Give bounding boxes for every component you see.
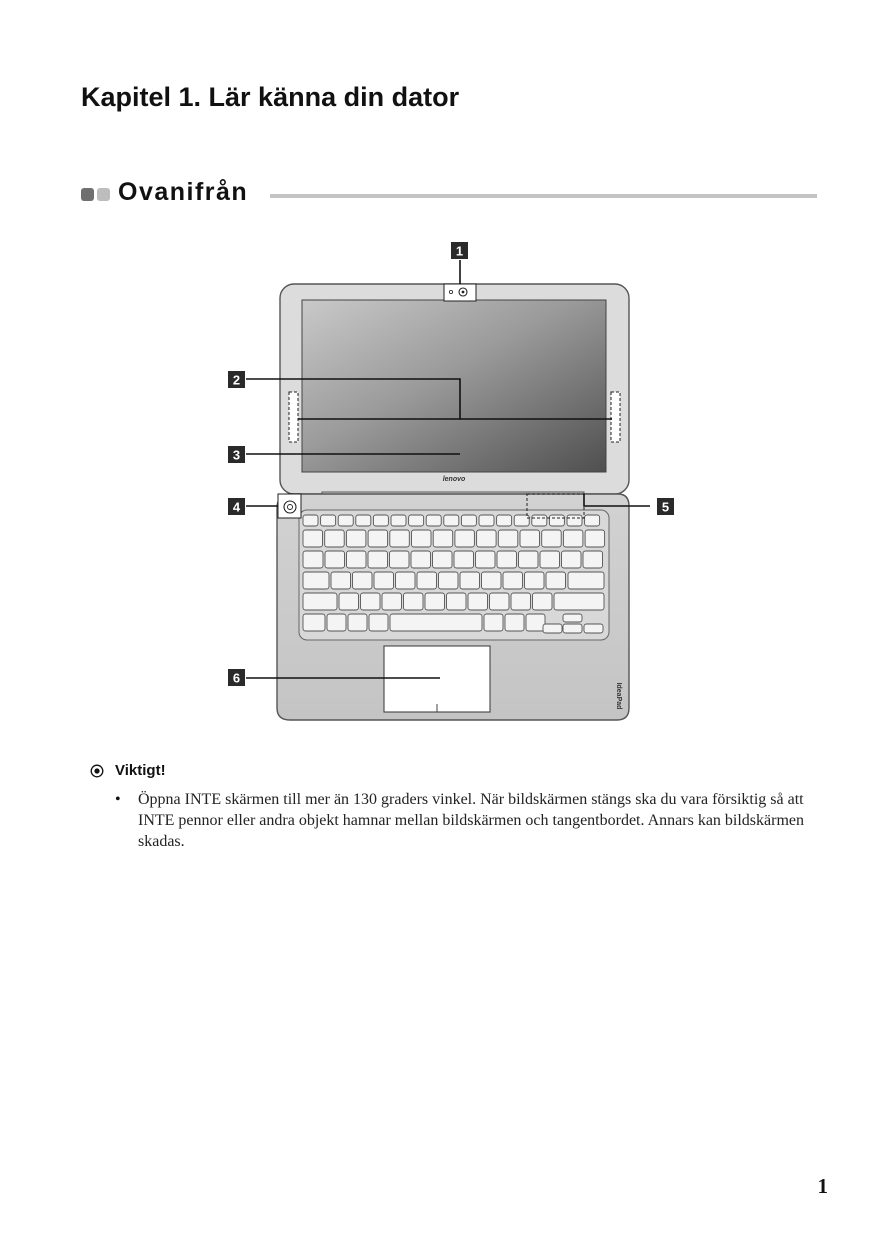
keyboard-key (346, 530, 366, 547)
keyboard-key (585, 515, 600, 526)
palmrest-logo: IdeaPad (615, 682, 622, 710)
keyboard-key (476, 551, 496, 568)
keyboard-key (303, 515, 318, 526)
keyboard-key (511, 593, 531, 610)
keyboard-key (546, 572, 566, 589)
callout-2 (228, 371, 245, 388)
keyboard-key (585, 530, 605, 547)
keyboard-key (532, 515, 547, 526)
keyboard-key (356, 515, 371, 526)
svg-text:4: 4 (232, 499, 241, 515)
keyboard-key (498, 530, 518, 547)
keyboard-key (479, 515, 494, 526)
keyboard-key (543, 624, 562, 633)
keyboard-key (338, 515, 353, 526)
keyboard-key (439, 572, 459, 589)
keyboard-key (568, 572, 604, 589)
keyboard-key (542, 530, 562, 547)
keyboard-key (390, 530, 410, 547)
keyboard-key (303, 551, 323, 568)
callout-5 (657, 498, 674, 515)
keyboard-key (382, 593, 402, 610)
right-antenna-outline (611, 392, 620, 442)
keyboard-key (497, 551, 517, 568)
keyboard-key (477, 530, 497, 547)
keyboard-key (563, 530, 583, 547)
keyboard-key (540, 551, 560, 568)
callout-4 (228, 498, 245, 515)
keyboard-key (503, 572, 523, 589)
page-number: 1 (817, 1174, 828, 1198)
keyboard-key (390, 551, 410, 568)
keyboard-key (417, 572, 437, 589)
svg-text:2: 2 (232, 372, 241, 388)
keyboard-key (514, 515, 529, 526)
keyboard-key (348, 614, 367, 631)
keyboard-key (327, 614, 346, 631)
keyboard-key (369, 614, 388, 631)
keyboard-key (461, 515, 476, 526)
keyboard-key (426, 515, 441, 526)
keyboard-key (525, 572, 545, 589)
left-antenna-outline (289, 392, 298, 442)
keyboard-key (533, 593, 553, 610)
keyboard-key (584, 624, 603, 633)
keyboard-key (391, 515, 406, 526)
screen-panel (302, 300, 606, 472)
keyboard-key (490, 593, 510, 610)
keyboard-key (549, 515, 564, 526)
callout-1 (451, 242, 468, 259)
keyboard-key (347, 551, 367, 568)
keyboard-key (325, 551, 345, 568)
callout-6 (228, 669, 245, 686)
keyboard-key (404, 593, 424, 610)
keyboard-key (447, 593, 467, 610)
keyboard-key (368, 530, 388, 547)
keyboard-key (390, 614, 482, 631)
keyboard-key (563, 614, 582, 622)
svg-text:3: 3 (232, 447, 241, 463)
keyboard-key (303, 530, 323, 547)
important-icon (90, 764, 104, 778)
keyboard-key (583, 551, 603, 568)
keyboard-key (331, 572, 351, 589)
chapter-title: Kapitel 1. Lär känna din dator (81, 82, 460, 112)
keyboard-key (339, 593, 359, 610)
keyboard-key (303, 614, 325, 631)
svg-text:1: 1 (455, 243, 464, 259)
keyboard-key (368, 551, 388, 568)
keyboard-key (460, 572, 480, 589)
keyboard-key (484, 614, 503, 631)
keyboard-key (433, 530, 453, 547)
svg-text:6: 6 (232, 670, 241, 686)
keyboard-key (411, 551, 431, 568)
keyboard-key (396, 572, 416, 589)
keyboard-key (321, 515, 336, 526)
keyboard-key (373, 515, 388, 526)
keyboard-key (361, 593, 381, 610)
bezel-logo: lenovo (442, 476, 466, 483)
svg-text:5: 5 (661, 499, 670, 515)
camera-highlight (444, 284, 476, 301)
keyboard-key (520, 530, 540, 547)
section-title: Ovanifrån (118, 178, 249, 206)
note-heading: Viktigt! (115, 762, 166, 779)
touchpad (384, 646, 490, 712)
keyboard-key (567, 515, 582, 526)
keyboard-key (412, 530, 432, 547)
keyboard-key (468, 593, 488, 610)
keyboard-key (353, 572, 373, 589)
camera-lens-icon (462, 291, 465, 294)
keyboard-key (409, 515, 424, 526)
keyboard-key (554, 593, 604, 610)
keyboard-key (563, 624, 582, 633)
keyboard-key (526, 614, 545, 631)
keyboard-key (505, 614, 524, 631)
callout-3 (228, 446, 245, 463)
keyboard-key (454, 551, 474, 568)
list-bullet: • (115, 791, 121, 808)
keyboard-key (325, 530, 345, 547)
keyboard-key (433, 551, 453, 568)
keyboard-key (497, 515, 512, 526)
power-button-highlight (278, 494, 301, 518)
keyboard-key (303, 572, 329, 589)
keyboard-key (303, 593, 337, 610)
keyboard-key (562, 551, 582, 568)
note-item: Öppna INTE skärmen till mer än 130 graders vinkel. När bildskärmen stängs ska du vara försiktig så att INTE pennor eller andra objekt hamnar mellan bildskärmen och tangentbordet. Annars kan bildskärmen skadas. (138, 791, 805, 850)
keyboard-key (455, 530, 475, 547)
keyboard-key (374, 572, 394, 589)
keyboard-key (482, 572, 502, 589)
keyboard-key (519, 551, 539, 568)
keyboard-key (444, 515, 459, 526)
keyboard-key (425, 593, 445, 610)
